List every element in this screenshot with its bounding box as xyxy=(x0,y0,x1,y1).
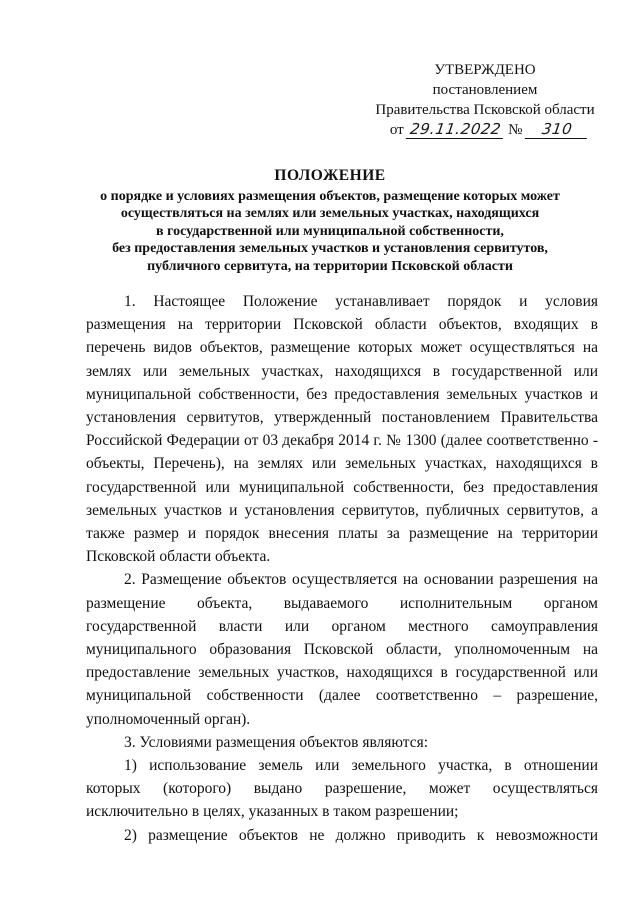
paragraph-3-item-1: 1) использование земель или земельного участка, в отношении которых (которого) выдано разрешение, может осуществляться исключительно в целях, указанных в таком разрешении; xyxy=(86,757,598,821)
approval-date-line xyxy=(364,120,614,140)
document-body xyxy=(86,290,598,847)
document-title: ПОЛОЖЕНИЕ xyxy=(274,167,386,184)
paragraph-3: 3. Условиями размещения объектов являются: xyxy=(124,733,429,751)
paragraph-2: 2. Размещение объектов осуществляется на основании разрешения на размещение объекта, выдаваемого исполнительным органом государственной власти или органом местного самоуправления муниципального образования Псковской области, уполномоченным на предоставление земельных участков, находящихся в государственной или муниципальной собственности (далее соответственно – разрешение, уполномоченный орган). xyxy=(86,571,598,728)
approval-stamp: УТВЕРЖДЕНО xyxy=(434,62,536,78)
heading-line: без предоставления земельных участков и установления сервитутов, xyxy=(112,241,548,256)
heading-line: публичного сервитута, на территории Псковской области xyxy=(147,258,513,274)
handwritten-number: 310 xyxy=(525,121,590,139)
approval-by: постановлением xyxy=(432,82,538,98)
heading-line: осуществляться на землях или земельных участках, находящихся xyxy=(120,206,540,221)
approval-block xyxy=(360,60,610,140)
approval-authority: Правительства Псковской области xyxy=(375,102,595,118)
paragraph-3-item-2: 2) размещение объектов не должно приводить к невозможности xyxy=(124,826,598,844)
date-prefix: от xyxy=(389,122,404,138)
document-heading xyxy=(50,167,610,275)
paragraph-1: 1. Настоящее Положение устанавливает порядок и условия размещения на территории Псковской области объектов, входящих в перечень видов объектов, размещение которых может осуществляться на землях или земельных участках, находящихся в государственной или муниципальной собственности, без предоставления земельных участков и установления сервитутов, утвержденный постановлением Правительства Российской Федерации от 03 декабря 2014 г. № 1300 (далее соответственно - объекты, Перечень), на землях или земельных участках, находящихся в государственной или муниципальной собственности, без предоставления земельных участков и установления сервитутов, публичных сервитутов, а также размер и порядок внесения платы за размещение на территории Псковской области объекта. xyxy=(86,293,598,566)
handwritten-date: 29.11.2022 xyxy=(406,121,505,139)
number-sign: № xyxy=(508,122,523,138)
heading-line: о порядке и условиях размещения объектов, размещение которых может xyxy=(100,188,560,204)
heading-line: в государственной или муниципальной собственности, xyxy=(156,223,504,239)
